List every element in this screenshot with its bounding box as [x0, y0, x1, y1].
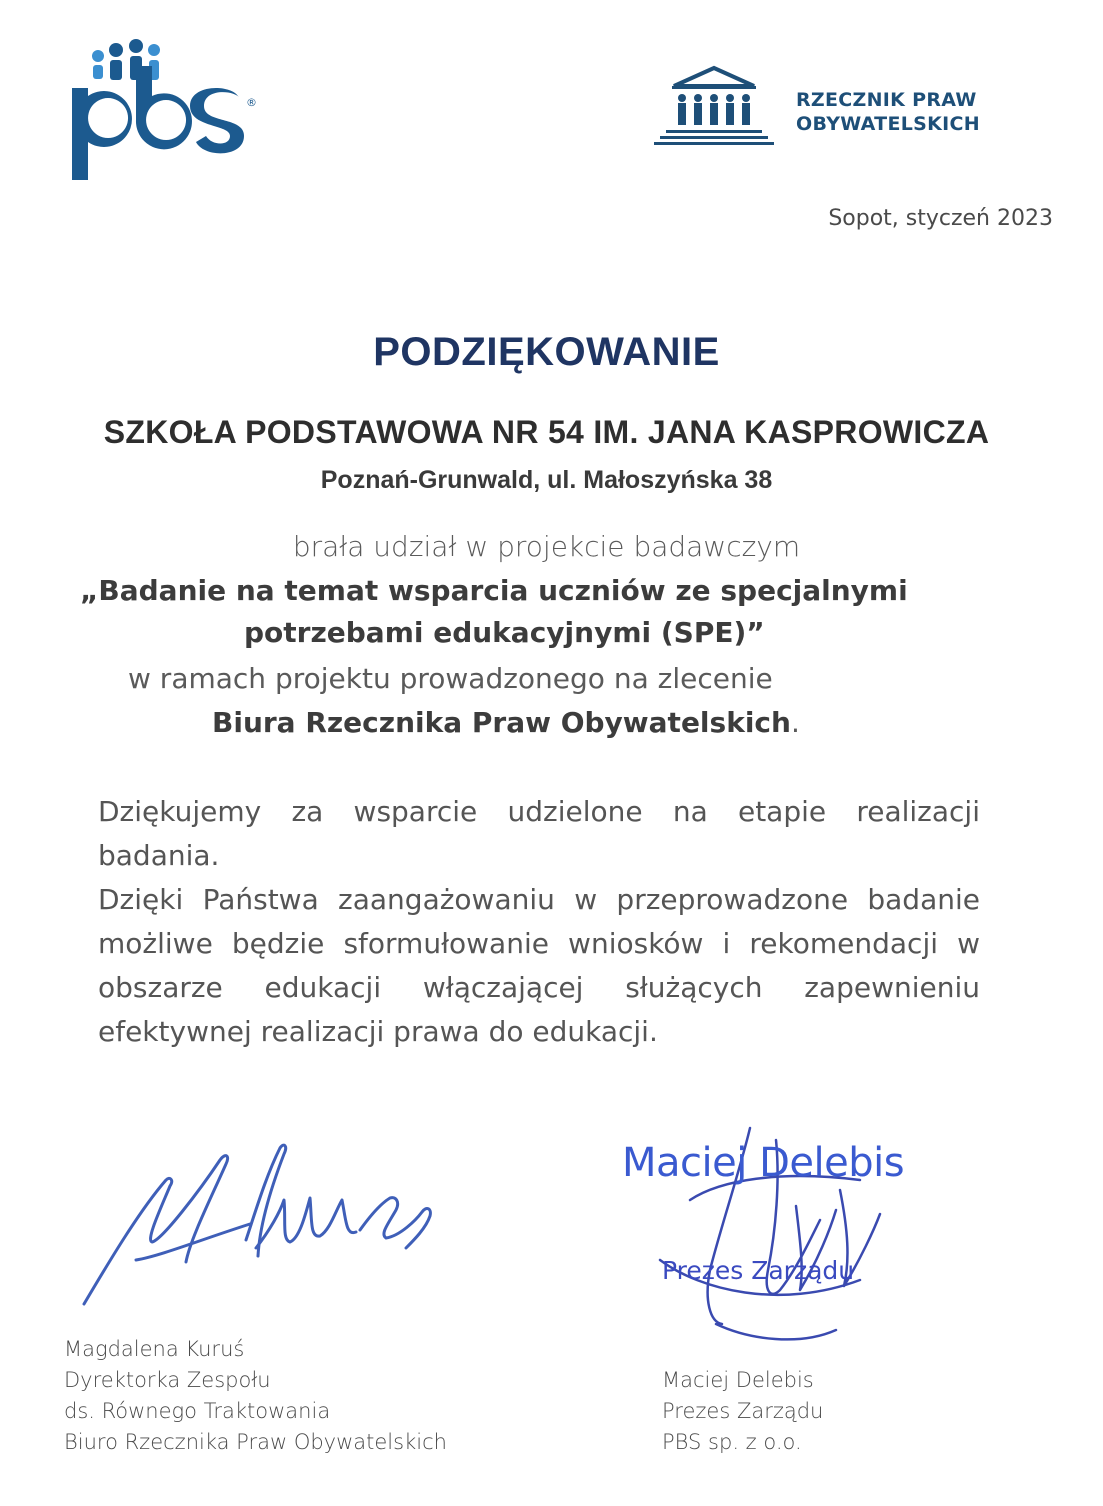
signer-left-org: Biuro Rzecznika Praw Obywatelskich [64, 1430, 447, 1454]
stamp-title: Prezes Zarządu [662, 1256, 855, 1285]
pbs-logo [68, 36, 268, 186]
project-title-line-1: „Badanie na temat wsparcia uczniów ze specjalnymi [80, 574, 908, 607]
intro-line-5 [212, 706, 1012, 739]
school-name: SZKOŁA PODSTAWOWA NR 54 IM. JANA KASPROWICZA [103, 414, 990, 450]
registered-mark: ® [246, 96, 257, 109]
signer-left [64, 1334, 447, 1458]
rpo-logo-text [796, 88, 980, 136]
signer-left-role-1: Dyrektorka Zespołu [64, 1368, 271, 1392]
signer-left-name: Magdalena Kuruś [64, 1337, 245, 1361]
signer-right-name: Maciej Delebis [662, 1368, 814, 1392]
intro-line-5-end: . [790, 706, 800, 739]
body-paragraph-1: Dziękujemy za wsparcie udzielone na etapie realizacji badania. [98, 795, 980, 872]
page-title: PODZIĘKOWANIE [373, 330, 720, 374]
body-paragraph-2: Dzięki Państwa zaangażowaniu w przeprowadzone badanie możliwe będzie sformułowanie wniosków i rekomendacji w obszarze edukacji włączającej służących zapewnieniu efektywnej realizacji prawa do edukacji. [98, 883, 980, 1048]
school-address: Poznań-Grunwald, ul. Małoszyńska 38 [320, 466, 773, 494]
rpo-line2: OBYWATELSKICH [796, 113, 980, 135]
handwritten-signature-left [70, 1120, 470, 1320]
office-name: Biura Rzecznika Praw Obywatelskich [212, 706, 791, 739]
rpo-line1: RZECZNIK PRAW [796, 89, 977, 111]
date: Sopot, styczeń 2023 [828, 206, 1053, 231]
stamp-name: Maciej Delebis [622, 1140, 905, 1186]
signer-right [662, 1365, 823, 1458]
intro-line-4: w ramach projektu prowadzonego na zlecenie [128, 662, 773, 695]
signer-right-org: PBS sp. z o.o. [662, 1430, 802, 1454]
project-title-line-2: potrzebami edukacyjnymi (SPE)” [244, 616, 765, 649]
intro-line-1: brała udział w projekcie badawczym [292, 530, 801, 563]
signer-right-role: Prezes Zarządu [662, 1399, 824, 1423]
signer-left-role-2: ds. Równego Traktowania [64, 1399, 331, 1423]
